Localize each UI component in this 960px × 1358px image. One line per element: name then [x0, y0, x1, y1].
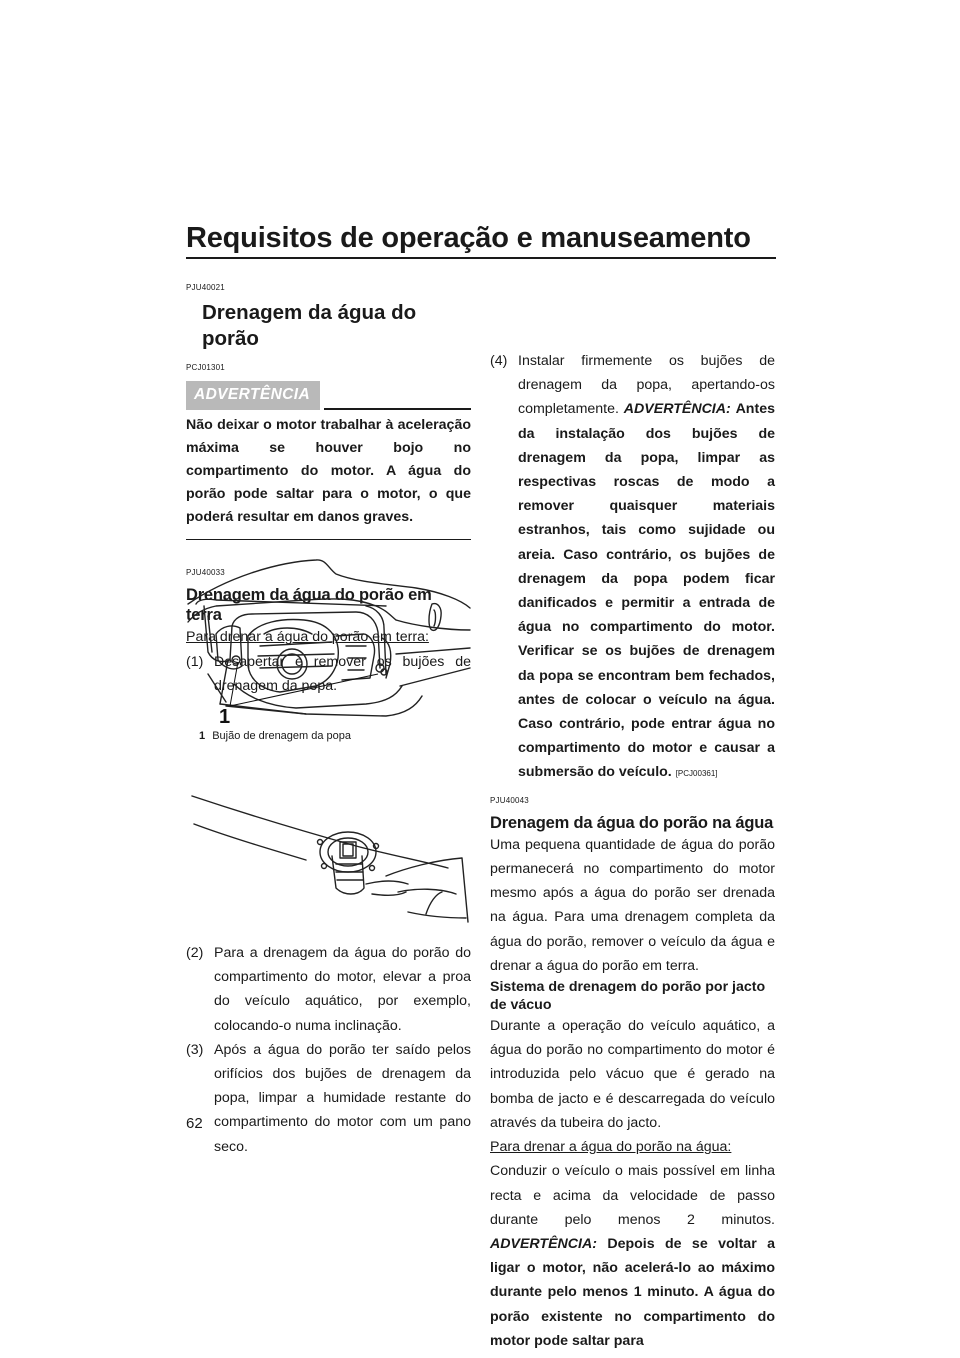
warning-text: Não deixar o motor trabalhar à aceleração máxima se houver bojo no compartimento do motor. A água do porão pode saltar para o motor, o que poderá resultar em danos graves. [186, 416, 471, 525]
step-number: (3) [186, 1041, 204, 1058]
left-column-lower [186, 941, 471, 1159]
land-step-4 [490, 349, 775, 787]
section-title: Drenagem da água do porão [202, 301, 417, 351]
caption-text: Bujão de drenagem da popa [212, 730, 352, 742]
section-code: PJU40021 [186, 283, 225, 292]
jetski-rear-illustration [186, 556, 471, 734]
warning-top-rule [324, 408, 471, 410]
step-text: Para a drenagem da água do porão do compartimento do motor, elevar a proa do veículo aquático, por exemplo, colocando-o numa inclinação. [214, 945, 471, 1034]
step-number: (1) [186, 653, 204, 670]
warning-bottom-rule [186, 539, 471, 541]
step-number: (4) [490, 353, 508, 369]
land-code: PJU40033 [186, 568, 225, 578]
water-code: PJU40043 [490, 795, 529, 805]
header-rule [186, 257, 776, 259]
water-subtitle: Sistema de drenagem do porão por jacto de vácuo [490, 979, 766, 1014]
water-paragraph-3 [490, 1159, 775, 1353]
water-paragraph-2: Durante a operação do veículo aquático, a água do porão no compartimento do motor é introduzida pelo vácuo que é gerado na bomba de jacto e é descarregada do veículo através da tubeira do jacto. [490, 1018, 775, 1131]
warning-badge: ADVERTÊNCIA [186, 381, 320, 409]
step-warning-label: ADVERTÊNCIA: [623, 401, 731, 418]
paragraph-warning-label: ADVERTÊNCIA: [490, 1235, 597, 1252]
right-column [490, 349, 775, 1353]
figure-caption [199, 730, 351, 742]
figure-drain-plug-closeup [186, 784, 471, 934]
land-step-3 [186, 1038, 471, 1159]
step-text: Instalar firmemente os bujões de drenagem da popa, apertando-os completamente. [518, 353, 775, 418]
page-number: 62 [186, 1115, 203, 1132]
step-number: (2) [186, 945, 204, 961]
step-warning-ref: [PCJ00361] [675, 769, 718, 779]
figure-callout-1: 1 [219, 706, 231, 728]
drain-plug-closeup-illustration [186, 784, 471, 934]
warning-code: PCJ01301 [186, 363, 225, 373]
water-title: Drenagem da água do porão na água [490, 813, 774, 832]
land-title: Drenagem da água do porão em terra [186, 586, 432, 625]
land-intro: Para drenar a água do porão em terra: [186, 629, 429, 646]
paragraph-warning-text: Depois de se voltar a ligar o motor, não acelerá-lo ao máximo durante pelo menos 1 minuto. A água do porão existente no compartimento do motor pode saltar para [490, 1235, 775, 1349]
page-header-title: Requisitos de operação e manuseamento [186, 222, 751, 254]
water-paragraph-1: Uma pequena quantidade de água do porão permanecerá no compartimento do motor mesmo após a água do porão ser drenada na água. Para uma drenagem completa da água do porão, remover o veículo da água e drenar a água do porão em terra. [490, 836, 775, 974]
land-step-2 [186, 941, 471, 1038]
water-intro: Para drenar a água do porão na água: [490, 1139, 732, 1156]
step-warning-text: Antes da instalação dos bujões de drenagem da popa, limpar as respectivas roscas de modo a remover quaisquer materiais estranhos, tais como sujidade ou areia. Caso contrário, os bujões de drenagem da popa podem ficar danificados e permitir a entrada de água no compartimento do motor. Verificar se os bujões de drenagem da popa se encontram bem fechados, antes de colocar o veículo na água. Caso contrário, pode entrar água no compartimento do motor e causar a submersão do veículo. [518, 401, 775, 781]
warning-header [186, 381, 471, 409]
step-text: Desapertar e remover os bujões de drenagem da popa. [214, 653, 471, 694]
step-text: Após a água do porão ter saído pelos orifícios dos bujões de drenagem da popa, limpar a humidade restante do compartimento do motor com um pano seco. [214, 1041, 471, 1155]
caption-number: 1 [199, 730, 206, 742]
paragraph-text: Conduzir o veículo o mais possível em linha recta e acima da velocidade de passo durante pelo menos 2 minutos. [490, 1163, 775, 1228]
figure-drain-plug-area [186, 556, 471, 734]
